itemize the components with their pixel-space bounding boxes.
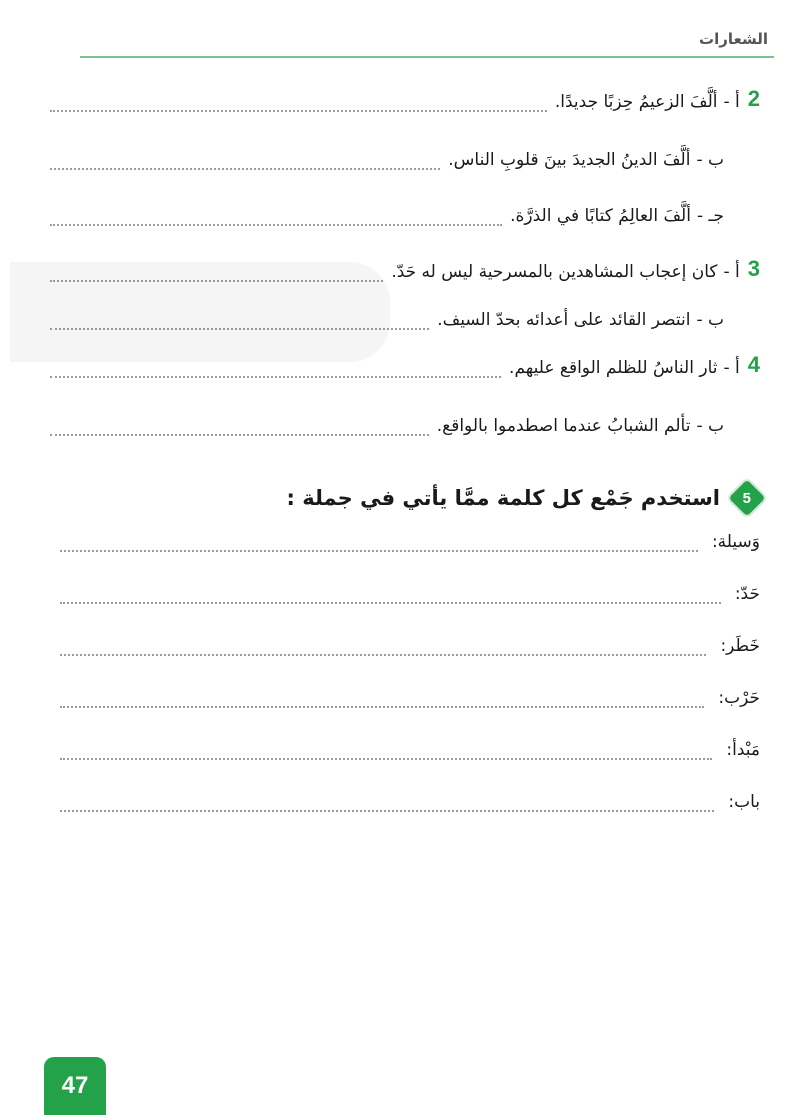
item-letter: ب -	[696, 310, 724, 330]
exercise-line	[40, 406, 760, 436]
exercise-number: 2	[747, 86, 760, 111]
answer-line[interactable]	[60, 596, 721, 604]
answer-line[interactable]	[50, 104, 547, 112]
answer-line[interactable]	[50, 370, 501, 378]
question-title: استخدم جَمْع كل كلمة ممَّا يأتي في جملة :	[286, 486, 720, 510]
answer-line[interactable]	[50, 274, 383, 282]
answer-line[interactable]	[50, 162, 440, 170]
answer-line[interactable]	[60, 804, 714, 812]
item-letter: ب -	[696, 150, 724, 170]
answer-line[interactable]	[60, 700, 704, 708]
answer-line[interactable]	[60, 648, 706, 656]
item-letter: أ -	[723, 262, 740, 282]
question-5-heading	[40, 478, 760, 518]
word-label: مَبْدأ:	[726, 740, 760, 760]
page-header	[80, 28, 774, 58]
word-row	[40, 576, 760, 604]
word-label: باب:	[728, 792, 760, 812]
exercise-number: 4	[747, 352, 760, 377]
item-letter: جـ -	[696, 206, 724, 226]
exercise-line	[40, 196, 760, 226]
word-label: حَرْب:	[718, 688, 760, 708]
item-letter: أ -	[723, 92, 740, 112]
header-title: الشعارات	[699, 30, 768, 48]
word-row	[40, 732, 760, 760]
exercise-number: 3	[747, 256, 760, 281]
exercise-line	[40, 300, 760, 330]
item-sentence: تألم الشبابُ عندما اصطدموا بالواقع.	[436, 416, 691, 436]
exercise-line	[40, 252, 760, 282]
page-number: 47	[61, 1072, 89, 1099]
exercise-line	[40, 348, 760, 378]
answer-line[interactable]	[60, 752, 712, 760]
item-sentence: ألَّفَ العالِمُ كتابًا في الذرَّة.	[510, 206, 691, 226]
answer-line[interactable]	[50, 428, 429, 436]
question-number: 5	[742, 489, 752, 507]
item-sentence: انتصر القائد على أعدائه بحدّ السيف.	[437, 310, 691, 330]
item-letter: أ -	[723, 358, 740, 378]
answer-line[interactable]	[60, 544, 698, 552]
item-letter: ب -	[696, 416, 724, 436]
word-row	[40, 784, 760, 812]
item-sentence: ثار الناسُ للظلم الواقع عليهم.	[509, 358, 718, 378]
word-row	[40, 680, 760, 708]
item-sentence: ألَّفَ الدينُ الجديدَ بينَ قلوبِ الناس.	[448, 150, 691, 170]
exercise-line	[40, 140, 760, 170]
question-number-badge	[729, 480, 766, 517]
item-sentence: كان إعجاب المشاهدين بالمسرحية ليس له حَدّ.	[391, 262, 718, 282]
word-label: خَطَر:	[720, 636, 760, 656]
exercise-line	[40, 82, 760, 112]
item-sentence: ألَّفَ الزعيمُ حِزبًا جديدًا.	[554, 92, 718, 112]
page-number-tab	[44, 1057, 106, 1115]
answer-line[interactable]	[50, 322, 429, 330]
word-row	[40, 628, 760, 656]
answer-line[interactable]	[50, 218, 502, 226]
word-row	[40, 524, 760, 552]
word-label: وَسيلة:	[711, 532, 760, 552]
word-label: حَدّ:	[734, 584, 760, 604]
